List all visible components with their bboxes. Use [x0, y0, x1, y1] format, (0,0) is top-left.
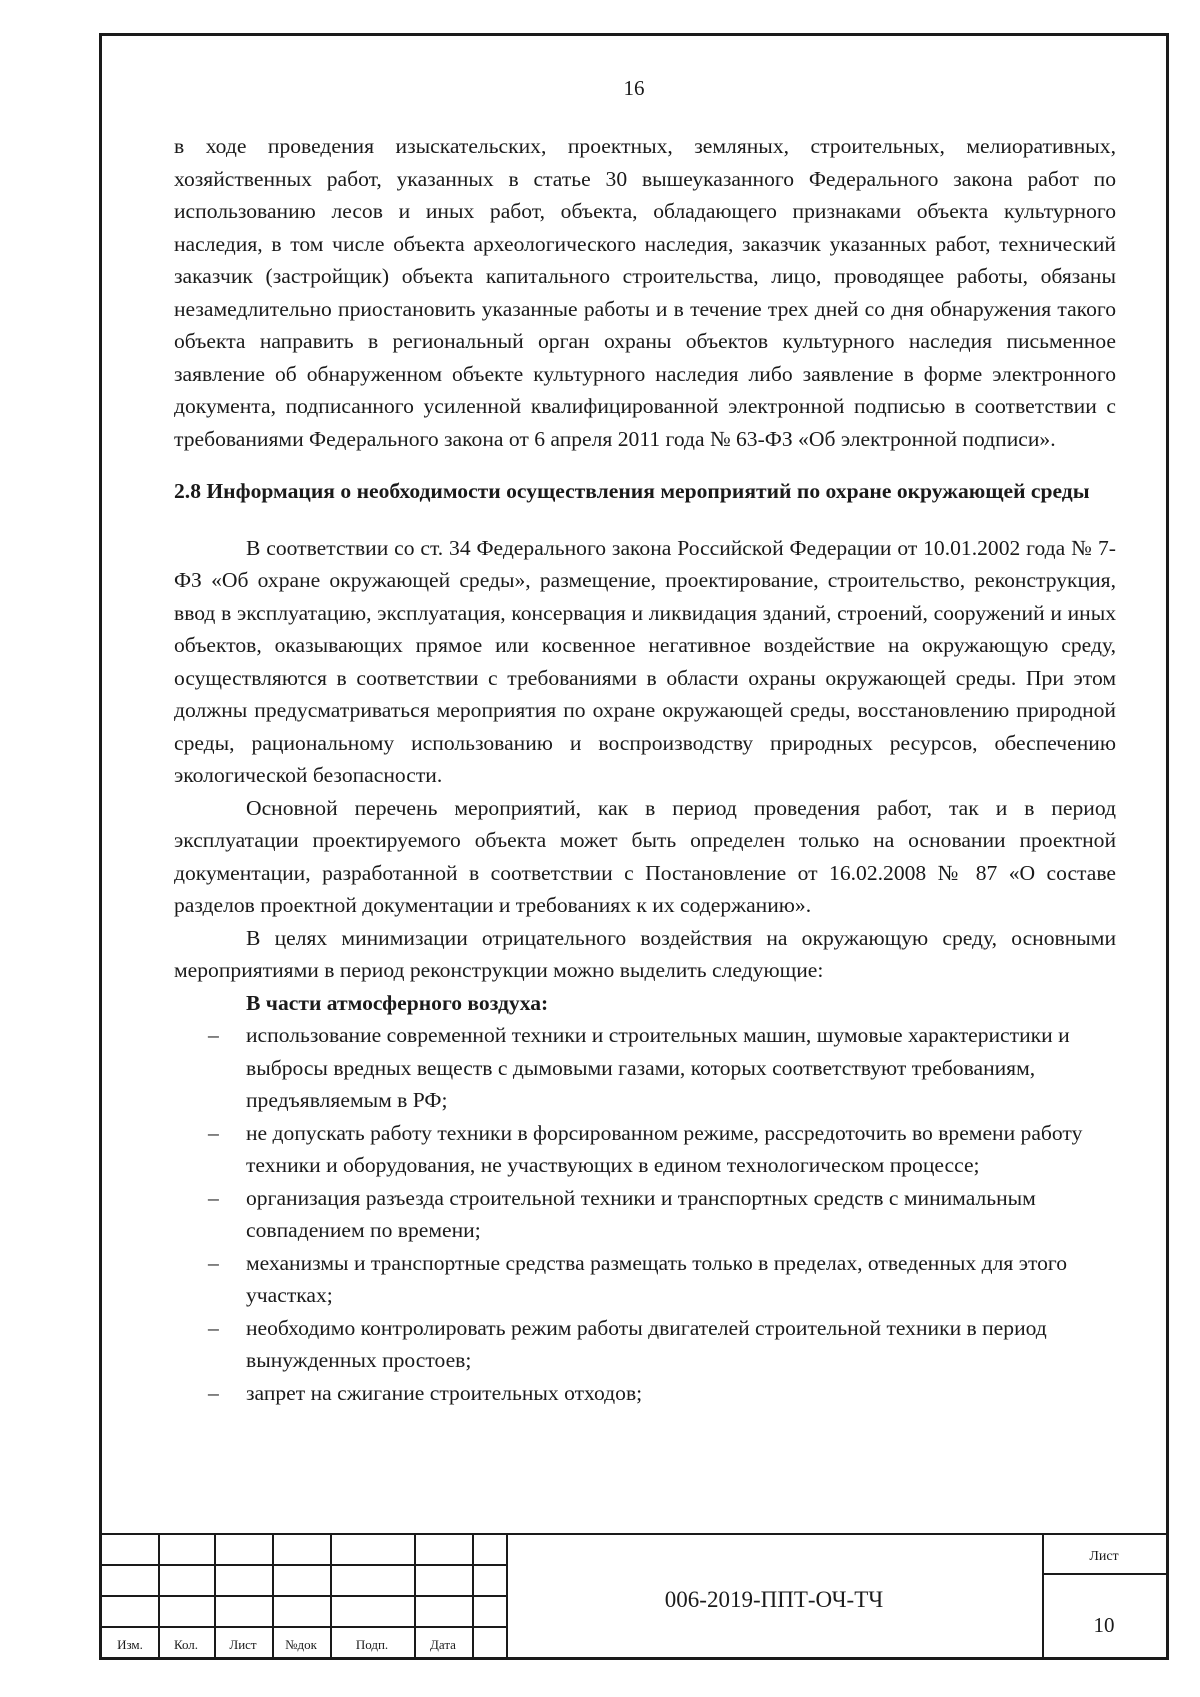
page-frame: [99, 33, 1169, 1660]
list-item-text: не допускать работу техники в форсированном режиме, рассредоточить во времени работу техники и оборудования, не участвующих в едином технологическом процессе;: [246, 1120, 1083, 1177]
dash-icon: –: [208, 1315, 219, 1340]
list-item: [174, 1312, 1116, 1377]
list-item: [174, 1247, 1116, 1312]
list-item: [174, 1117, 1116, 1182]
list-item-text: механизмы и транспортные средства размещать только в пределах, отведенных для этого участках;: [246, 1250, 1068, 1307]
list-item-text: запрет на сжигание строительных отходов;: [246, 1380, 643, 1405]
stamp-label-data: Дата: [430, 1637, 456, 1652]
document-body: [174, 130, 1116, 1409]
paragraph: Основной перечень мероприятий, как в период проведения работ, так и в период эксплуатации проектируемого объекта может быть определен только на основании проектной документации, разработанной в соответствии с Постановление от 16.02.2008 № 87 «О составе разделов проектной документации и требованиях к их содержанию».: [174, 795, 1116, 917]
stamp-grid-line: [472, 1533, 474, 1657]
list-item: [174, 1377, 1116, 1410]
sheet-number: 10: [1093, 1613, 1115, 1637]
dash-icon: –: [208, 1185, 219, 1210]
stamp-border: [102, 1533, 1166, 1535]
stamp-grid-line: [1042, 1573, 1166, 1575]
list-item-text: использование современной техники и строительных машин, шумовые характеристики и выбросы вредных веществ с дымовыми газами, которых соответствуют требованиям, предъявляемым в РФ;: [246, 1023, 1070, 1112]
paragraph: В целях минимизации отрицательного воздействия на окружающую среду, основными мероприятиями в период реконструкции можно выделить следующие:: [174, 925, 1116, 982]
paragraph: В соответствии со ст. 34 Федерального закона Российской Федерации от 10.01.2002 года № 7-ФЗ «Об охране окружающей среды», размещение, проектирование, строительство, реконструкция, ввод в эксплуатацию, эксплуатация, консервация и ликвидация зданий, строений, сооружений и иных объектов, оказывающих прямое или косвенное негативное воздействие на окружающую среду, осуществляются в соответствии с требованиями в области охраны окружающей среды. При этом должны предусматриваться мероприятия по охране окружающей среды, восстановлению природной среды, рациональному использованию и воспроизводству природных ресурсов, обеспечению экологической безопасности.: [174, 535, 1116, 787]
section-heading: 2.8 Информация о необходимости осуществления мероприятий по охране окружающей среды: [174, 479, 1090, 503]
title-block-stamp: [102, 1533, 1166, 1657]
stamp-grid-line: [102, 1595, 506, 1597]
sheet-label: Лист: [1089, 1549, 1119, 1564]
list-item-text: организация разъезда строительной техники и транспортных средств с минимальным совпадением по времени;: [246, 1185, 1036, 1242]
intro-paragraph: в ходе проведения изыскательских, проектных, земляных, строительных, мелиоративных, хозяйственных работ, указанных в статье 30 вышеуказанного Федерального закона работ по использованию лесов и иных работ, объекта, обладающего признаками объекта культурного наследия, в том числе объекта археологического наследия, заказчик указанных работ, технический заказчик (застройщик) объекта капитального строительства, лицо, проводящее работы, обязаны незамедлительно приостановить указанные работы и в течение трех дней со дня обнаружения такого объекта направить в региональный орган охраны объектов культурного наследия письменное заявление об обнаруженном объекте культурного наследия либо заявление в форме электронного документа, подписанного усиленной квалифицированной электронной подписью в соответствии с требованиями Федерального закона от 6 апреля 2011 года № 63-ФЗ «Об электронной подписи».: [174, 134, 1116, 451]
stamp-label-kol: Кол.: [173, 1637, 199, 1652]
list-item: [174, 1019, 1116, 1117]
list-item-text: необходимо контролировать режим работы двигателей строительной техники в период вынужденных простоев;: [246, 1315, 1047, 1372]
document-code: 006-2019-ППТ-ОЧ-ТЧ: [664, 1587, 884, 1612]
stamp-grid-line: [102, 1626, 506, 1628]
stamp-label-ndok: №док: [285, 1637, 317, 1652]
list-item: [174, 1182, 1116, 1247]
dash-icon: –: [208, 1120, 219, 1145]
stamp-grid-line: [102, 1564, 506, 1566]
dash-icon: –: [208, 1250, 219, 1275]
page-number: 16: [623, 76, 645, 100]
stamp-label-list: Лист: [229, 1637, 257, 1652]
subheading: В части атмосферного воздуха:: [246, 990, 549, 1015]
stamp-label-izm: Изм.: [117, 1637, 143, 1652]
dash-icon: –: [208, 1380, 219, 1405]
stamp-label-podp: Подп.: [355, 1637, 389, 1652]
bullet-list: [174, 1019, 1116, 1409]
dash-icon: –: [208, 1023, 219, 1047]
